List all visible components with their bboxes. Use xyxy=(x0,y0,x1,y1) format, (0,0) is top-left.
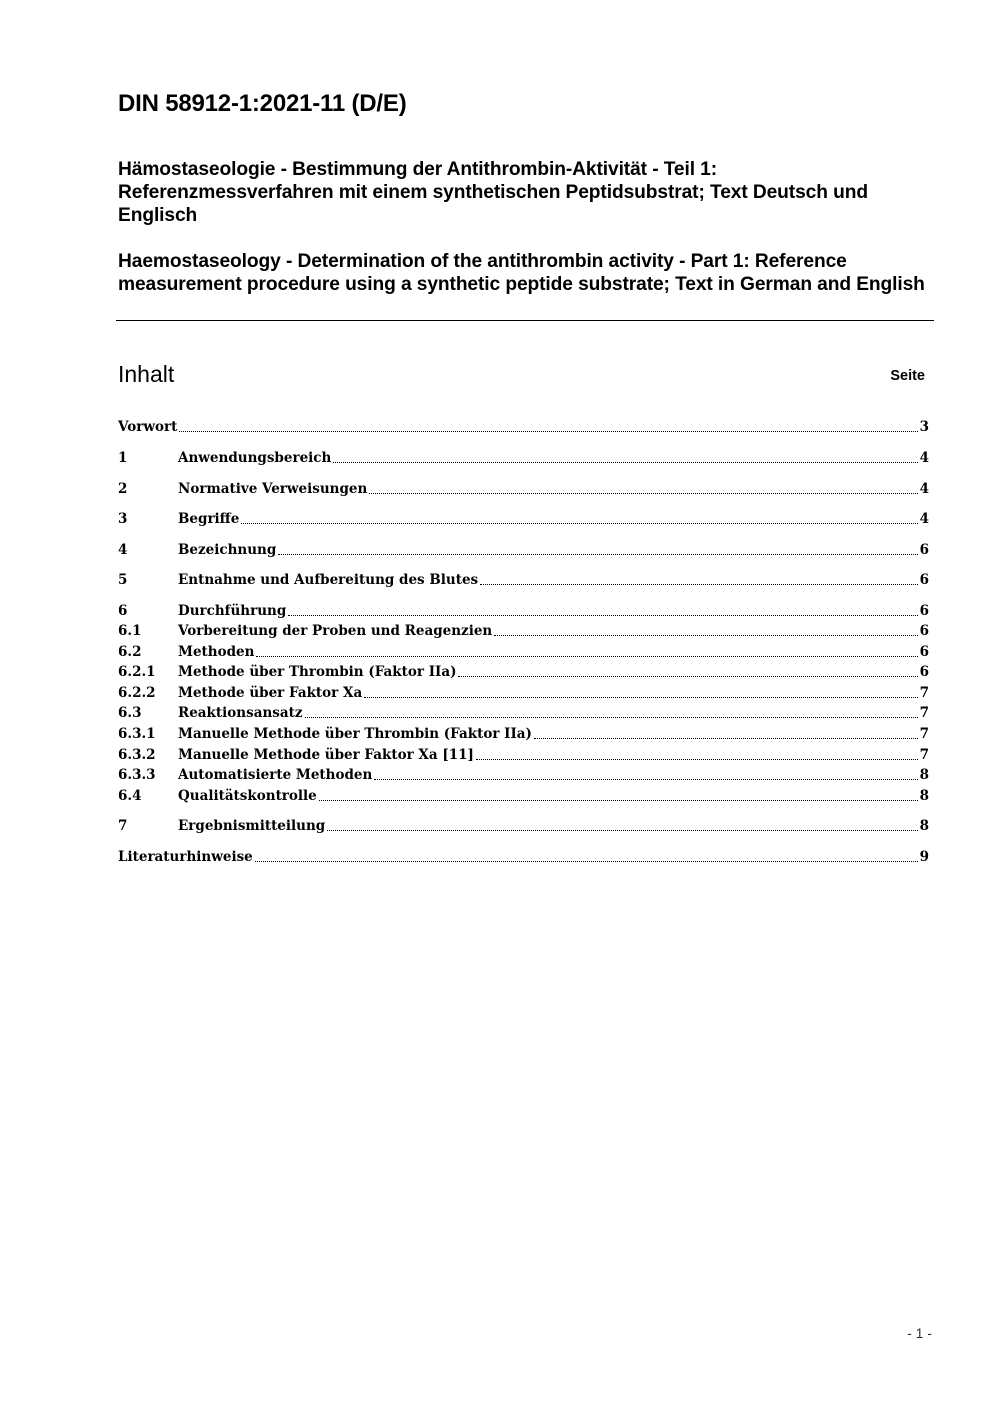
toc-entry-6[interactable] xyxy=(118,601,929,621)
toc-entry-title: Vorwort xyxy=(118,419,178,435)
toc-entry-number: 6.2 xyxy=(118,644,142,660)
toc-entry-page: 6 xyxy=(919,664,929,680)
toc-entry-page: 7 xyxy=(919,705,929,721)
dot-leader xyxy=(278,553,917,555)
toc-entry-6-3-2[interactable] xyxy=(118,745,929,765)
toc-entry-title: Manuelle Methode über Faktor Xa [11] xyxy=(178,747,474,763)
title-divider xyxy=(116,320,934,321)
dot-leader xyxy=(494,634,917,636)
toc-entry-6-3-1[interactable] xyxy=(118,724,929,744)
toc-entry-number: 6.3 xyxy=(118,705,142,721)
toc-entry-6-2-1[interactable] xyxy=(118,662,929,682)
toc-entry-number: 1 xyxy=(118,450,128,466)
toc-entry-2[interactable] xyxy=(118,479,929,499)
toc-entry-6-3-3[interactable] xyxy=(118,765,929,785)
dot-leader xyxy=(369,492,917,494)
toc-entry-page: 8 xyxy=(919,818,929,834)
toc-entry-number: 6 xyxy=(118,603,128,619)
toc-entry-page: 7 xyxy=(919,726,929,742)
dot-leader xyxy=(305,716,918,718)
toc-entry-3[interactable] xyxy=(118,509,929,529)
toc-entry-page: 6 xyxy=(919,623,929,639)
toc-entry-title: Entnahme und Aufbereitung des Blutes xyxy=(178,572,479,588)
toc-entry-page: 4 xyxy=(919,450,929,466)
toc-entry-6-3[interactable] xyxy=(118,703,929,723)
toc-entry-title: Bezeichnung xyxy=(178,542,277,558)
toc-entry-number: 2 xyxy=(118,481,128,497)
dot-leader xyxy=(374,778,917,780)
toc-entry-title: Methoden xyxy=(178,644,255,660)
toc-entry-number: 6.3.3 xyxy=(118,767,156,783)
toc-entry-7[interactable] xyxy=(118,816,929,836)
toc-entry-number: 7 xyxy=(118,818,128,834)
toc-entry-title: Ergebnismitteilung xyxy=(178,818,326,834)
document-title-german: Hämostaseologie - Bestimmung der Antithrombin-Aktivität - Teil 1: Referenzmessverfahren mit einem synthetischen Peptidsubstrat; Text Deutsch und Englisch xyxy=(118,159,868,226)
dot-leader xyxy=(327,829,917,831)
toc-entry-page: 6 xyxy=(919,572,929,588)
dot-leader xyxy=(256,655,917,657)
toc-entry-number: 6.4 xyxy=(118,788,142,804)
toc-entry-6-2-2[interactable] xyxy=(118,683,929,703)
dot-leader xyxy=(534,737,918,739)
toc-entry-number: 4 xyxy=(118,542,128,558)
toc-entry-number: 6.3.2 xyxy=(118,747,156,763)
toc-entry-4[interactable] xyxy=(118,540,929,560)
toc-entry-title: Begriffe xyxy=(178,511,240,527)
toc-entry-title: Methode über Faktor Xa xyxy=(178,685,363,701)
toc-heading: Inhalt xyxy=(118,361,175,387)
toc-page-column-label: Seite xyxy=(890,368,925,384)
toc-entry-title: Automatisierte Methoden xyxy=(178,767,373,783)
document-id: DIN 58912-1:2021-11 (D/E) xyxy=(118,90,407,117)
toc-entry-title: Qualitätskontrolle xyxy=(178,788,317,804)
toc-entry-page: 6 xyxy=(919,644,929,660)
toc-entry-number: 6.1 xyxy=(118,623,142,639)
toc-entry-page: 9 xyxy=(919,849,929,865)
toc-entry-title: Normative Verweisungen xyxy=(178,481,368,497)
toc-entry-number: 3 xyxy=(118,511,128,527)
toc-entry-number: 6.3.1 xyxy=(118,726,156,742)
dot-leader xyxy=(179,430,917,432)
toc-entry-5[interactable] xyxy=(118,570,929,590)
toc-entry-1[interactable] xyxy=(118,448,929,468)
toc-entry-title: Reaktionsansatz xyxy=(178,705,303,721)
toc-entry-page: 3 xyxy=(919,419,929,435)
toc-entry-title: Anwendungsbereich xyxy=(178,450,332,466)
toc-entry-page: 8 xyxy=(919,788,929,804)
dot-leader xyxy=(364,696,917,698)
dot-leader xyxy=(458,675,917,677)
dot-leader xyxy=(476,758,918,760)
toc-entry-6-4[interactable] xyxy=(118,786,929,806)
page-number: - 1 - xyxy=(907,1325,932,1341)
toc-entry-page: 8 xyxy=(919,767,929,783)
toc-entry-title: Manuelle Methode über Thrombin (Faktor IIa) xyxy=(178,726,532,742)
dot-leader xyxy=(480,583,917,585)
toc-entry-title: Methode über Thrombin (Faktor IIa) xyxy=(178,664,457,680)
toc-entry-number: 6.2.2 xyxy=(118,685,156,701)
toc-entry-page: 6 xyxy=(919,542,929,558)
toc-entry-number: 5 xyxy=(118,572,128,588)
toc-entry-page: 7 xyxy=(919,747,929,763)
toc-entry-title: Durchführung xyxy=(178,603,287,619)
toc-entry-page: 4 xyxy=(919,511,929,527)
toc-entry-6-1[interactable] xyxy=(118,621,929,641)
dot-leader xyxy=(319,799,918,801)
dot-leader xyxy=(333,461,917,463)
toc-entry-vorwort[interactable] xyxy=(118,417,929,437)
dot-leader xyxy=(255,860,918,862)
toc-entry-page: 7 xyxy=(919,685,929,701)
toc-entry-title: Literaturhinweise xyxy=(118,849,253,865)
toc-entry-number: 6.2.1 xyxy=(118,664,156,680)
dot-leader xyxy=(241,522,917,524)
toc-entry-title: Vorbereitung der Proben und Reagenzien xyxy=(178,623,493,639)
toc-entry-page: 6 xyxy=(919,603,929,619)
dot-leader xyxy=(288,614,917,616)
document-title-english: Haemostaseology - Determination of the antithrombin activity - Part 1: Reference measurement procedure using a synthetic peptide substrate; Text in German and English xyxy=(118,251,925,295)
toc-entry-6-2[interactable] xyxy=(118,642,929,662)
toc-entry-literaturhinweise[interactable] xyxy=(118,847,929,867)
toc-entry-page: 4 xyxy=(919,481,929,497)
